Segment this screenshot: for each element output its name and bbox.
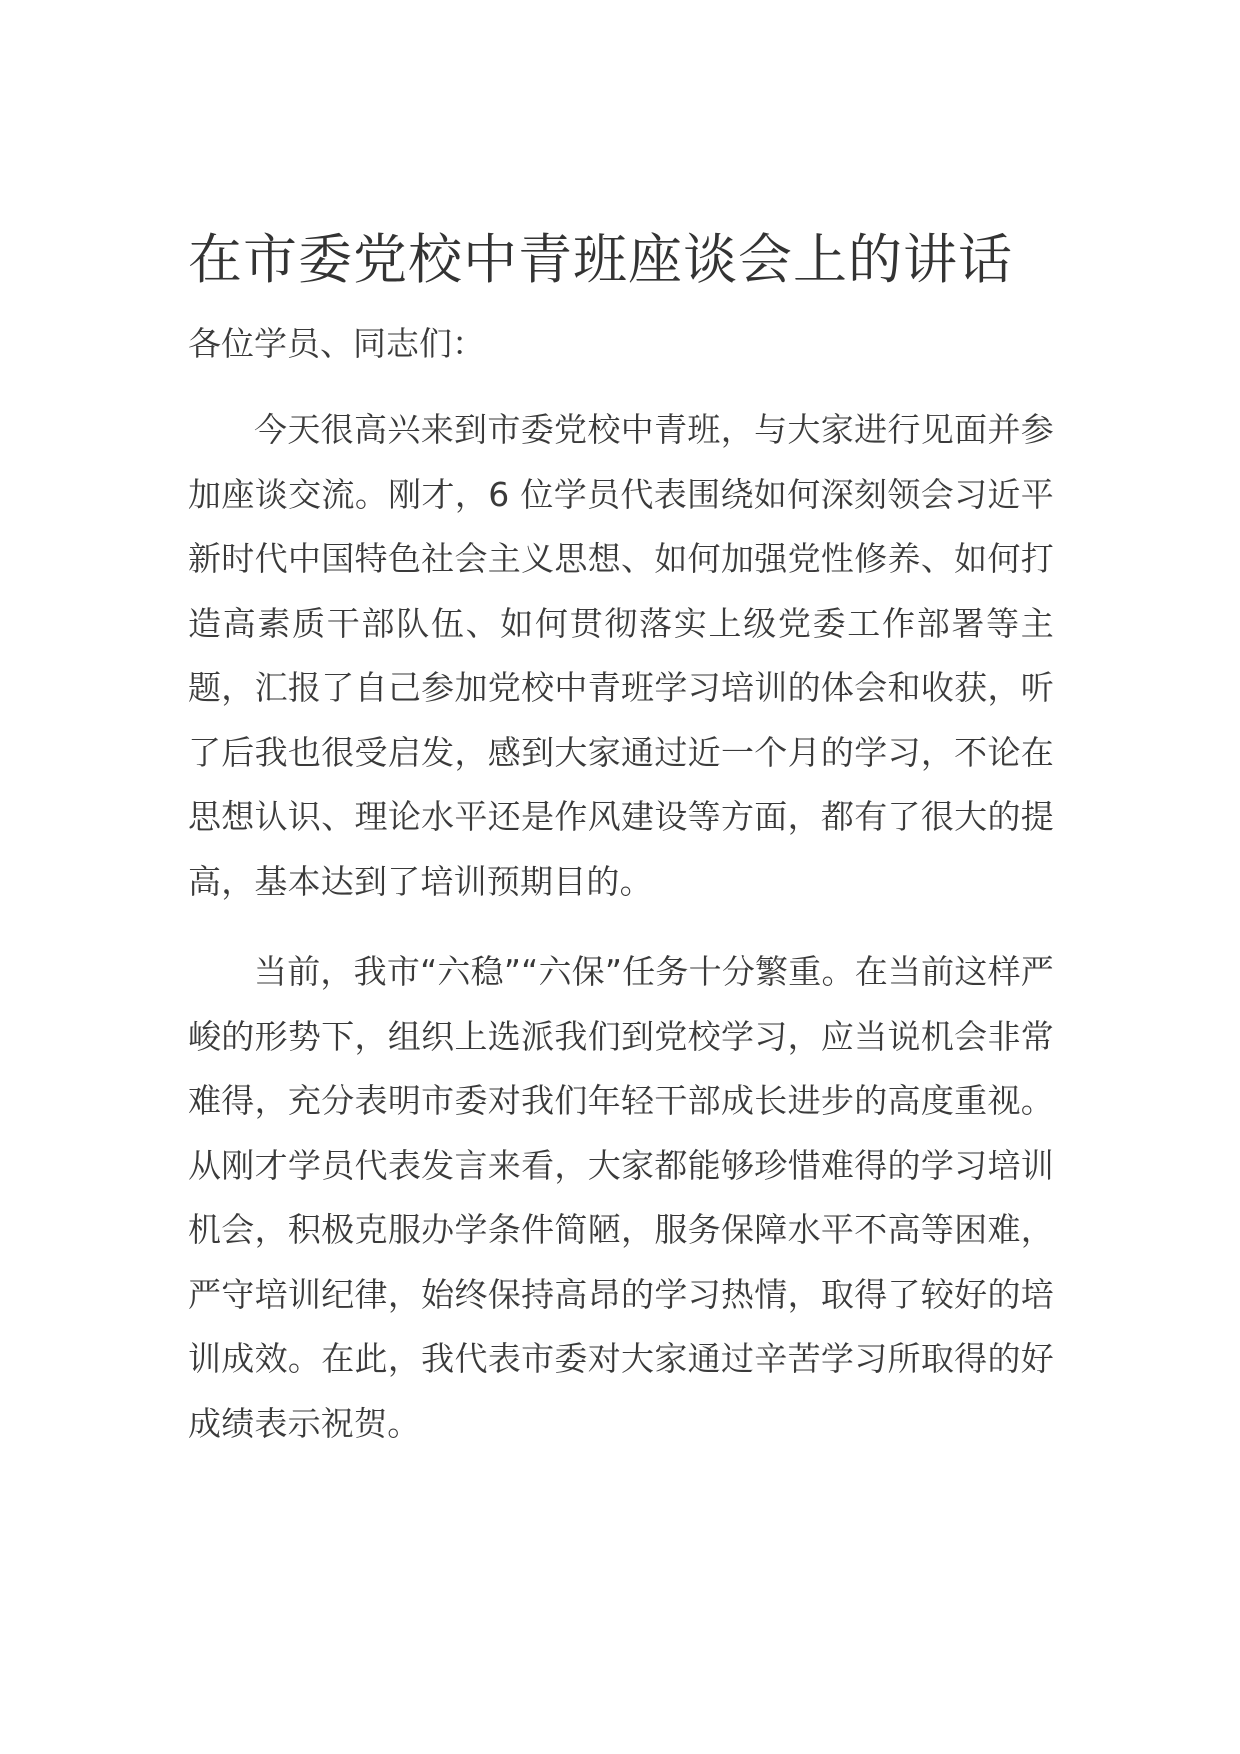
document-title: 在市委党校中青班座谈会上的讲话 <box>188 228 1013 291</box>
document-page <box>188 222 1054 1482</box>
paragraph-1: 今天很高兴来到市委党校中青班，与大家进行见面并参加座谈交流。刚才，6 位学员代表围绕如何深刻领会习近平新时代中国特色社会主义思想、如何加强党性修养、如何打造高素质干部队伍、如何贯彻落实上级党委工作部署等主题，汇报了自己参加党校中青班学习培训的体会和收获，听了后我也很受启发，感到大家通过近一个月的学习，不论在思想认识、理论水平还是作风建设等方面，都有了很大的提高，基本达到了培训预期目的。 <box>188 410 1054 901</box>
salutation: 各位学员、同志们： <box>188 324 485 363</box>
paragraph-2: 当前，我市“六稳”“六保”任务十分繁重。在当前这样严峻的形势下，组织上选派我们到党校学习，应当说机会非常难得，充分表明市委对我们年轻干部成长进步的高度重视。从刚才学员代表发言来看，大家都能够珍惜难得的学习培训机会，积极克服办学条件简陋，服务保障水平不高等困难，严守培训纪律，始终保持高昂的学习热情，取得了较好的培训成效。在此，我代表市委对大家通过辛苦学习所取得的好成绩表示祝贺。 <box>188 952 1054 1443</box>
